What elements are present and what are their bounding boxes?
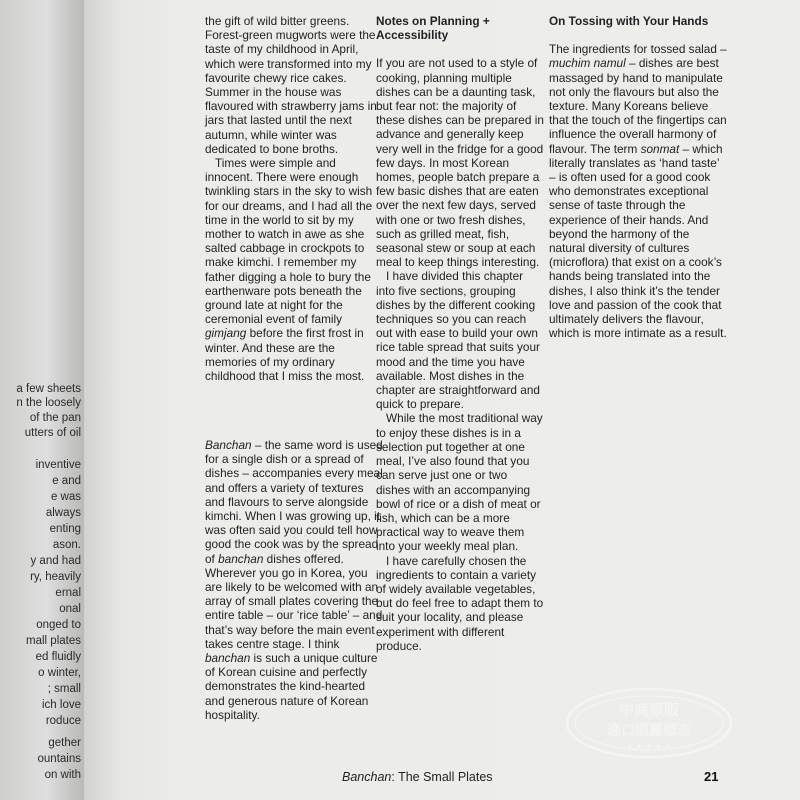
col1-p3-emphasis-1: Banchan xyxy=(205,438,252,452)
col1-paragraph-2 xyxy=(205,156,385,383)
col3-p1-emphasis-1: muchim namul xyxy=(549,56,626,71)
col1-p3-text-b: dishes offered. Wherever you go in Korea, you are likely to be welcomed with an array of small plates covering the entire table – our ‘rice table’ – and that’s way before the main event takes centre stage. I think xyxy=(205,551,383,651)
previous-page-fragment: inventive xyxy=(35,459,81,471)
col1-p3-text-a: – the same word is used for a single dish or a spread of dishes – accompanies every meal and offers a variety of textures and flavours to serve alongside kimchi. When I was growing up, it was often said you could tell how good the cook was by the spread of xyxy=(205,438,383,566)
previous-page-fragment: e and xyxy=(52,475,81,487)
col2-paragraph-2: I have divided this chapter into five sections, grouping dishes by the different cooking techniques so you can reach out with ease to build your own rice table spread that suits your mood and the time you have available. Most dishes in the chapter are straightforward and quick to prepare. xyxy=(376,269,540,412)
previous-page-fragment: ich love xyxy=(42,699,81,711)
previous-page-fragment: mall plates xyxy=(26,635,81,647)
col1-p2-text-b: before the first frost in winter. And these are the memories of my ordinary childhood that I miss the most. xyxy=(205,326,365,384)
previous-page-fragment: ; small xyxy=(47,683,81,695)
previous-page-fragment: ed fluidly xyxy=(35,651,81,663)
previous-page-fragment: ason. xyxy=(52,539,81,551)
stamp-line-2: 進口通關標志 xyxy=(607,723,691,739)
col1-p2-text-a: Times were simple and innocent. There were enough twinkling stars in the sky to wish for our dreams, and I had all the time in the world to sit by my mother to watch in awe as she salted cabbage in crockpots to make kimchi. I remember my father digging a hole to bury the earthenware pots beneath the ground late at night for the ceremonial event of family xyxy=(205,156,373,327)
import-seal-stamp xyxy=(564,686,734,760)
column-3 xyxy=(549,14,727,340)
stamp-line-1: 中商原版 xyxy=(618,701,680,719)
col3-p1-text-b: – dishes are best massaged by hand to manipulate not only the flavours but also the texture. Many Koreans believe that the touch of the fingertips can influence the overall harmony of flavour. The term xyxy=(549,56,727,156)
stamp-stars: ★ ★ ★ ★ ★ xyxy=(625,742,673,751)
previous-page-fragment: e was xyxy=(50,491,81,503)
previous-page-fragment: y and had xyxy=(30,555,81,567)
col3-p1-emphasis-2: sonmat xyxy=(640,141,680,156)
running-footer-title xyxy=(342,770,493,784)
col1-p3-text-c: is such a unique culture of Korean cuisine and perfectly demonstrates the kind-hearted and generous nature of Korean hospitality. xyxy=(205,651,378,722)
col2-paragraph-3: While the most traditional way to enjoy these dishes is in a selection put together at one meal, I’ve also found that you can serve just one or two dishes with an accompanying bowl of rice or a dish of meat or fish, which can be a more practical way to weave them into your weekly meal plan. xyxy=(376,411,543,554)
previous-page-fragment: roduce xyxy=(45,715,81,727)
book-page xyxy=(84,0,800,800)
previous-page-fragment: gether xyxy=(48,737,81,749)
page-number: 21 xyxy=(704,769,719,784)
previous-page-fragment: utters of oil xyxy=(24,427,81,439)
previous-page-fragment: always xyxy=(45,507,81,519)
previous-page-fragment: of the pan xyxy=(29,412,81,424)
col1-paragraph-1: the gift of wild bitter greens. Forest-green mugworts were the taste of my childhood in April, which were transformed into my favourite chewy rice cakes. Summer in the house was flavoured with strawberry jams in jars that lasted until the next autumn, while winter was dedicated to bone broths. xyxy=(205,14,377,156)
previous-page-fragment: a few sheets xyxy=(16,383,81,395)
footer-title-rest: : The Small Plates xyxy=(391,770,493,784)
heading-planning-accessibility: Notes on Planning + Accessibility xyxy=(376,14,490,43)
previous-page-edge xyxy=(0,0,84,800)
col1-paragraph-3 xyxy=(205,438,385,722)
column-2 xyxy=(376,14,544,653)
col3-p1-text-a: The ingredients for tossed salad – xyxy=(549,42,727,57)
previous-page-fragment: ernal xyxy=(55,587,81,599)
col1-p3-emphasis-3: banchan xyxy=(205,651,251,666)
column-1 xyxy=(205,14,385,383)
previous-page-fragment: ountains xyxy=(37,753,81,765)
previous-page-fragment: ry, heavily xyxy=(30,571,81,583)
col2-paragraph-1: If you are not used to a style of cooking, planning multiple dishes can be a daunting task, but fear not: the majority of these dishes can be prepared in advance and generally keep very well in the fridge for a good few days. In most Korean homes, people batch prepare a few basic dishes that are eaten over the next few days, served with one or two fresh dishes, such as grilled meat, fish, seasonal stew or soup at each meal to keep things interesting. xyxy=(376,56,544,270)
previous-page-fragment: onged to xyxy=(36,619,81,631)
col1-p2-emphasis: gimjang xyxy=(205,326,247,341)
previous-page-fragment: enting xyxy=(49,523,81,535)
column-1-lower xyxy=(205,438,385,722)
previous-page-fragment: onal xyxy=(59,603,81,615)
previous-page-fragment: o winter, xyxy=(38,667,81,679)
col3-paragraph-1 xyxy=(549,42,727,340)
previous-page-fragment: on with xyxy=(44,769,81,781)
col1-p3-emphasis-2: banchan xyxy=(218,551,264,566)
heading-tossing-hands: On Tossing with Your Hands xyxy=(549,14,709,28)
previous-page-fragment: n the loosely xyxy=(16,397,81,409)
col3-p1-text-c: – which literally translates as ‘hand taste’ – is often used for a good cook who demonstrates exceptional sense of taste through the experience of their hands. And beyond the harmony of the natural diversity of cultures (microflora) that exist on a cook’s hands being translated into the dishes, I also think it’s the tender love and passion of the cook that ultimately delivers the flavour, which is more intimate as a result. xyxy=(549,141,727,341)
footer-title-emphasis: Banchan xyxy=(342,770,392,784)
col2-paragraph-4: I have carefully chosen the ingredients to contain a variety of widely available vegetables, but do feel free to adapt them to suit your locality, and please experiment with different produce. xyxy=(376,553,544,653)
